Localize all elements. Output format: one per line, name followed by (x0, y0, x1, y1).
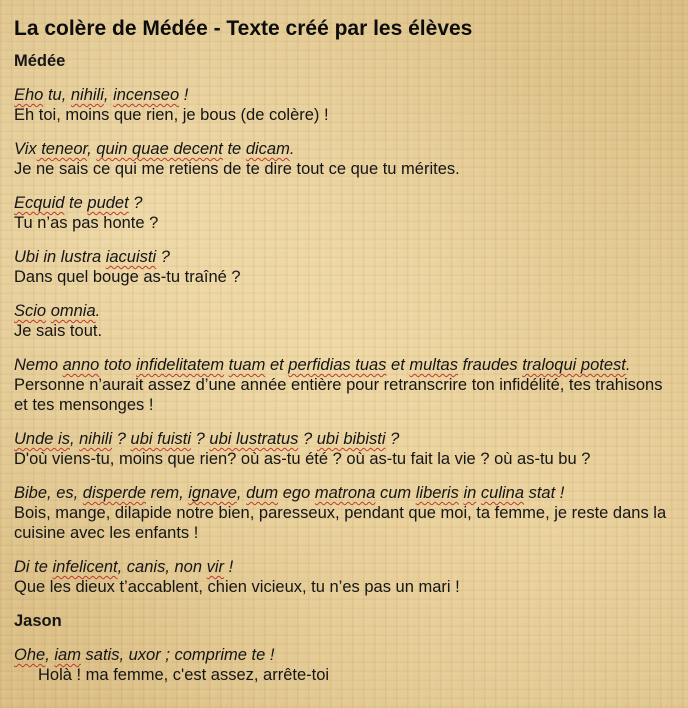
dialogue-block (14, 193, 674, 233)
latin-text: et (386, 356, 410, 374)
latin-flagged-word: nihili (79, 430, 113, 448)
latin-flagged-word: quin quae decent (96, 140, 223, 158)
latin-text: cum (375, 484, 416, 502)
latin-text: Bibe, es, (14, 484, 83, 502)
latin-text: te (64, 194, 88, 212)
latin-flagged-word: Scio (14, 302, 47, 320)
french-translation: Holà ! ma femme, c'est assez, arrête-toi (38, 666, 330, 684)
latin-text: ? (156, 248, 170, 266)
dialogue-block (14, 301, 674, 341)
french-translation: Bois, mange, dilapide notre bien, paresseux, pendant que moi, ta femme, je reste dans la cuisine avec les enfants ! (14, 504, 667, 542)
latin-flagged-word: Ohe (14, 646, 46, 664)
french-translation: Je ne sais ce qui me retiens de te dire tout ce que tu mérites. (14, 160, 460, 178)
latin-flagged-word: disperde (82, 484, 147, 502)
latin-text: Ubi in lustra (14, 248, 106, 266)
speaker-medee: Médée (14, 52, 66, 70)
dialogue-block (14, 557, 674, 597)
dialogue-block (14, 355, 674, 415)
latin-text: Vix (14, 140, 37, 158)
latin-text: . (625, 356, 631, 374)
dialogue-block (14, 483, 674, 543)
french-translation: Tu n’as pas honte ? (14, 214, 159, 232)
latin-text: toto (99, 356, 137, 374)
french-translation: Dans quel bouge as-tu traîné ? (14, 268, 241, 286)
latin-text: te (222, 140, 246, 158)
latin-flagged-word: Ecquid (14, 194, 65, 212)
latin-flagged-word: pudet (87, 194, 129, 212)
latin-text: ! (224, 558, 234, 576)
latin-text: ? (128, 194, 143, 212)
dialogue-block (14, 139, 674, 179)
latin-line (14, 645, 674, 665)
latin-text: fraudes (457, 356, 523, 374)
latin-flagged-word: liberis (415, 484, 459, 502)
latin-text: ? (298, 430, 317, 448)
latin-flagged-word: ubi lustratus (209, 430, 299, 448)
dialogue-block (14, 247, 674, 287)
latin-text: . (95, 302, 101, 320)
latin-flagged-word: tuam (228, 356, 266, 374)
latin-text: , (236, 484, 247, 502)
latin-flagged-word: Eho (14, 86, 44, 104)
latin-flagged-word: iacuisti (105, 248, 157, 266)
latin-text: , canis, non (117, 558, 207, 576)
latin-line (14, 301, 674, 321)
latin-text: et (265, 356, 289, 374)
latin-line (14, 85, 674, 105)
speaker-jason: Jason (14, 612, 62, 630)
latin-flagged-word: ignave (188, 484, 237, 502)
latin-line (14, 193, 674, 213)
latin-flagged-word: nihili (70, 86, 104, 104)
latin-text: tu, (43, 86, 71, 104)
latin-flagged-word: ubi fuisti (130, 430, 192, 448)
latin-line (14, 355, 674, 375)
latin-flagged-word: incenseo (113, 86, 180, 104)
latin-text: . (289, 140, 295, 158)
medee-dialogue (14, 85, 674, 597)
french-translation: Personne n’aurait assez d’une année entière pour retranscrire ton infidélité, tes trahisons et tes mensonges ! (14, 376, 663, 414)
latin-flagged-word: dicam (245, 140, 290, 158)
latin-line (14, 247, 674, 267)
latin-text: stat ! (524, 484, 565, 502)
latin-flagged-word: anno (62, 356, 100, 374)
latin-text: , (103, 86, 114, 104)
latin-text: Nemo (14, 356, 63, 374)
latin-flagged-word: teneor (36, 140, 88, 158)
latin-line (14, 557, 674, 577)
latin-text: satis, uxor ; comprime te ! (80, 646, 275, 664)
latin-flagged-word: Unde is (14, 430, 70, 448)
latin-text: , (69, 430, 80, 448)
latin-flagged-word: in (463, 484, 477, 502)
document-title: La colère de Médée - Texte créé par les élèves (14, 17, 473, 40)
dialogue-block (14, 85, 674, 125)
latin-flagged-word: infelicent (52, 558, 118, 576)
latin-flagged-word: dum (246, 484, 279, 502)
latin-text: , (87, 140, 97, 158)
latin-flagged-word: perfidias tuas (288, 356, 387, 374)
latin-flagged-word: vir (206, 558, 225, 576)
latin-line (14, 429, 674, 449)
latin-flagged-word: infidelitatem (136, 356, 225, 374)
latin-text: ? (112, 430, 131, 448)
latin-line (14, 483, 674, 503)
latin-flagged-word: culina (480, 484, 525, 502)
jason-dialogue-block (14, 645, 674, 685)
latin-flagged-word: ubi bibisti (316, 430, 386, 448)
latin-flagged-word: matrona (314, 484, 376, 502)
latin-text: ? (191, 430, 210, 448)
latin-text: , (45, 646, 55, 664)
french-translation: D'où viens-tu, moins que rien? où as-tu été ? où as-tu fait la vie ? où as-tu bu ? (14, 450, 591, 468)
dialogue-block (14, 429, 674, 469)
latin-text: ? (385, 430, 400, 448)
latin-flagged-word: multas (409, 356, 458, 374)
latin-text: rem, (146, 484, 189, 502)
document-page (14, 14, 674, 699)
latin-text: ego (278, 484, 315, 502)
french-translation: Que les dieux t’accablent, chien vicieux, tu n’es pas un mari ! (14, 578, 460, 596)
latin-text: ! (179, 86, 189, 104)
latin-line (14, 139, 674, 159)
latin-flagged-word: iam (54, 646, 81, 664)
latin-flagged-word: omnia (50, 302, 96, 320)
latin-text: Di te (14, 558, 53, 576)
french-translation: Je sais tout. (14, 322, 103, 340)
latin-flagged-word: traloqui potest (522, 356, 626, 374)
french-translation: Eh toi, moins que rien, je bous (de colère) ! (14, 106, 329, 124)
